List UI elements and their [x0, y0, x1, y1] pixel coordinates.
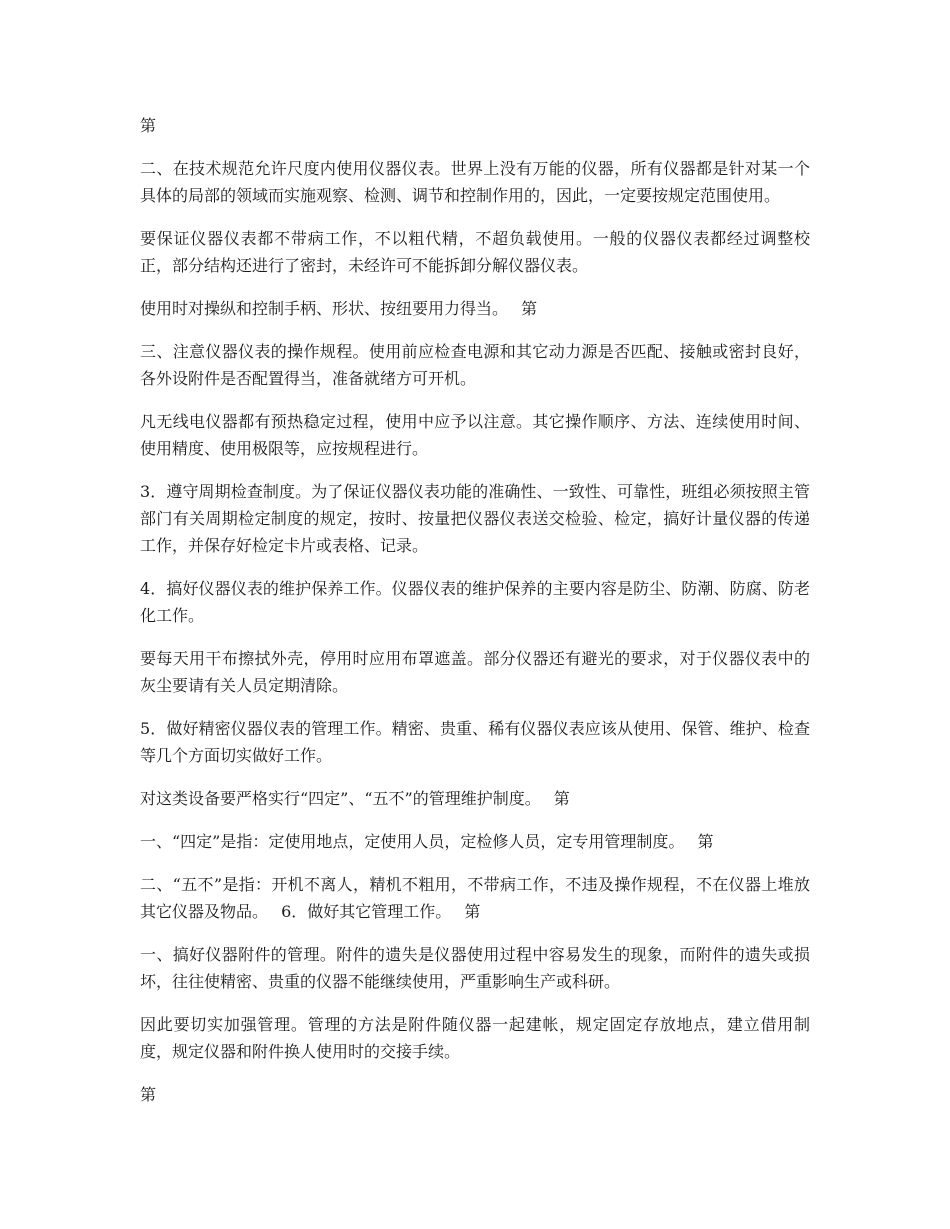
paragraph-9: 要每天用干布擦拭外壳，停用时应用布罩遮盖。部分仪器还有避光的要求，对于仪器仪表中的灰尘要请有关人员定期清除。 [140, 649, 810, 695]
paragraph-10: 5．做好精密仪器仪表的管理工作。精密、贵重、稀有仪器仪表应该从使用、保管、维护、检查等几个方面切实做好工作。 [140, 719, 810, 765]
paragraph-3: 要保证仪器仪表都不带病工作，不以粗代精，不超负载使用。一般的仪器仪表都经过调整校正，部分结构还进行了密封，未经许可不能拆卸分解仪器仪表。 [140, 229, 810, 275]
paragraph-1: 第 [140, 116, 157, 135]
paragraph-6: 凡无线电仪器都有预热稳定过程，使用中应予以注意。其它操作顺序、方法、连续使用时间、使用精度、使用极限等，应按规程进行。 [140, 412, 810, 458]
paragraph-13: 二、“五不”是指：开机不离人，精机不粗用，不带病工作，不违及操作规程，不在仪器上堆放其它仪器及物品。 6．做好其它管理工作。 第 [140, 875, 810, 921]
paragraph-12: 一、“四定”是指：定使用地点，定使用人员，定检修人员，定专用管理制度。 第 [140, 832, 714, 851]
paragraph-7: 3．遵守周期检查制度。为了保证仪器仪表功能的准确性、一致性、可靠性，班组必须按照主管部门有关周期检定制度的规定，按时、按量把仪器仪表送交检验、检定，搞好计量仪器的传递工作，并保存好检定卡片或表格、记录。 [140, 482, 810, 555]
paragraph-2: 二、在技术规范允许尺度内使用仪器仪表。世界上没有万能的仪器，所有仪器都是针对某一个具体的局部的领域而实施观察、检测、调节和控制作用的，因此，一定要按规定范围使用。 [140, 159, 810, 205]
paragraph-8: 4．搞好仪器仪表的维护保养工作。仪器仪表的维护保养的主要内容是防尘、防潮、防腐、防老化工作。 [140, 579, 810, 625]
paragraph-11: 对这类设备要严格实行“四定”、“五不”的管理维护制度。 第 [140, 789, 570, 808]
paragraph-15: 因此要切实加强管理。管理的方法是附件随仪器一起建帐，规定固定存放地点，建立借用制度，规定仪器和附件换人使用时的交接手续。 [140, 1015, 810, 1061]
paragraph-16: 第 [140, 1085, 157, 1104]
paragraph-14: 一、搞好仪器附件的管理。附件的遗失是仪器使用过程中容易发生的现象，而附件的遗失或损坏，往往使精密、贵重的仪器不能继续使用，严重影响生产或科研。 [140, 945, 810, 991]
paragraph-4: 使用时对操纵和控制手柄、形状、按纽要用力得当。 第 [140, 299, 538, 318]
paragraph-5: 三、注意仪器仪表的操作规程。使用前应检查电源和其它动力源是否匹配、接触或密封良好，各外设附件是否配置得当，准备就绪方可开机。 [140, 342, 810, 388]
